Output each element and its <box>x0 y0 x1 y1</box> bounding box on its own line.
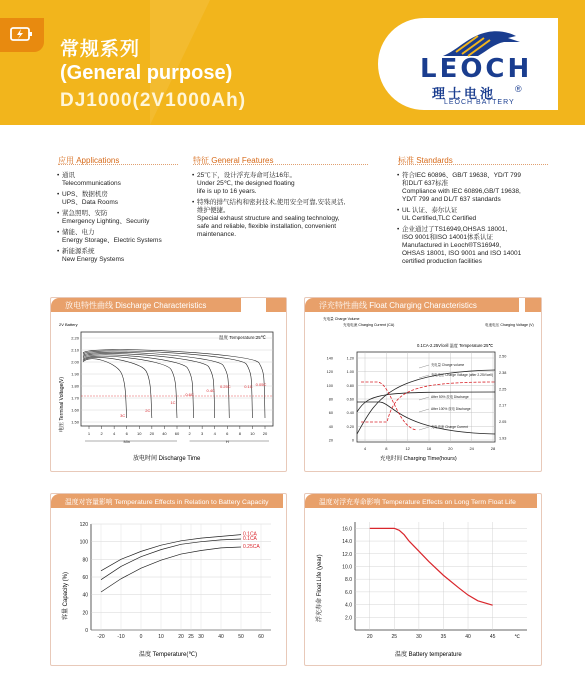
right-tick-label: 2.25 <box>499 387 507 392</box>
applications-list <box>58 172 183 267</box>
charge-current-curve <box>357 402 495 434</box>
applications-title: 应用 Applications <box>58 156 120 165</box>
right-tick-label: 2.17 <box>499 403 507 408</box>
right-tick-label: 2.50 <box>499 354 507 359</box>
features-list <box>193 172 373 242</box>
capacity-temperature-chart <box>51 510 286 666</box>
series-label: 0.25C <box>219 384 231 389</box>
x-tick-label: 6 <box>125 431 128 436</box>
annotation-label: After 100% 放电 Discharge <box>431 407 471 411</box>
y-tick-label: 2.10 <box>71 347 79 353</box>
x-tick-label: 60 <box>174 431 180 436</box>
x-tick-label: 12 <box>405 446 410 451</box>
y-tick-label: 1.50 <box>71 419 79 425</box>
x-tick-label: 20 <box>262 431 268 436</box>
list-item: • UPS、数据机房 UPS、Data Rooms <box>58 191 183 207</box>
chart-xlabel: 充电时间 Charging Time(hours) <box>380 456 457 462</box>
series-label: 0.1C <box>244 384 253 389</box>
chart-xlabel: 温度 Temperature(℃) <box>139 652 198 658</box>
standards-title: 标准 Standards <box>398 156 453 165</box>
left2-tick-label: 0.60 <box>346 397 354 402</box>
float-life-panel <box>304 493 542 666</box>
y-tick-label: 6.0 <box>345 589 352 596</box>
applications-divider <box>58 164 178 165</box>
standards-list <box>398 172 558 269</box>
panel-header <box>305 298 519 312</box>
chart-right-axis-label: 电池电压 Charging Voltage (V) <box>485 323 534 327</box>
series-line-0.25CA <box>101 547 241 592</box>
logo-subtitle: LEOCH BATTERY <box>444 99 515 106</box>
x-tick-label: -20 <box>97 634 105 640</box>
chart-temperature-label: 温度 Temperature:25℃ <box>219 335 266 340</box>
discharge-chart <box>51 314 286 472</box>
x-tick-label: 20 <box>149 431 155 436</box>
annotation-label: 充电电压 Charge Voltage (after 2.25V/cell) <box>431 373 493 377</box>
chart-ylabel: 浮充寿命 Float Life (year) <box>317 554 323 622</box>
series-label: 2C <box>145 408 151 413</box>
y-tick-label: 2.20 <box>71 335 79 341</box>
left2-tick-label: 1.20 <box>346 356 354 361</box>
chart-xlabel: 温度 Battery temperature <box>395 652 462 658</box>
series-line-1C <box>83 356 177 418</box>
annotation-leader <box>419 375 429 378</box>
x-unit-label: H <box>225 439 229 444</box>
x-unit-label: Min <box>123 439 130 444</box>
model-name: DJ1000(2V1000Ah) <box>60 90 247 111</box>
panel-header <box>51 298 241 312</box>
x-tick-label: 20 <box>366 634 373 640</box>
x-tick-label: 2 <box>100 431 103 436</box>
series-label: 0.05C <box>255 382 267 387</box>
series-line-0.6C <box>83 355 194 418</box>
list-item: • 特殊的排气结构和密封技术,使用安全可靠,安装灵活, 维护便捷。 Special exhaust structure and sealing technology, safe and reliable, flexible installation, convenient maintenance. <box>193 199 373 239</box>
float-charging-panel <box>304 297 542 472</box>
series-line-2C <box>83 357 152 418</box>
x-tick-label: 1 <box>87 431 91 436</box>
x-tick-label: 0 <box>139 634 143 640</box>
list-item: • 企业通过了TS16949,OHSAS 18001, ISO 9001和ISO 14001体系认证 Manufactured in Leoch®TS16949, OHSAS 18001, ISO 9001 and ISO 14001 certified production facilities <box>398 226 558 266</box>
y-tick-label: 60 <box>82 575 88 581</box>
series-label: 0.1CA <box>243 536 257 543</box>
chart-condition-label: 0.1CA-2.25V/cell 温度 Temperature:25℃ <box>417 343 494 348</box>
left-tick-label: 100 <box>326 383 333 388</box>
list-item: • 储能、电力 Energy Storage、Electric Systems <box>58 229 183 245</box>
plot-frame <box>357 352 495 442</box>
x-tick-label: 16 <box>426 446 432 451</box>
chart-left-axis-label: 充电量 Charge Volume <box>323 317 360 321</box>
y-tick-label: 100 <box>79 539 88 546</box>
panel-title: 放电特性曲线 Discharge Characteristics <box>65 301 207 310</box>
y-tick-label: 120 <box>79 522 88 528</box>
float-life-chart <box>305 510 541 666</box>
left2-tick-label: 0 <box>351 438 354 443</box>
x-tick-label: 40 <box>162 431 167 436</box>
y-tick-label: 0 <box>85 628 88 634</box>
chart-xlabel: 放电时间 Discharge Time <box>133 456 201 462</box>
capacity-temperature-panel <box>50 493 287 666</box>
x-tick-label: 45 <box>489 634 496 640</box>
x-tick-label: 10 <box>250 431 255 436</box>
chart-ylabel: 容量 Capacity (%) <box>63 571 69 620</box>
y-tick-label: 20 <box>82 610 88 617</box>
registered-mark: ® <box>515 84 522 94</box>
y-tick-label: 1.70 <box>71 395 79 401</box>
x-tick-label: 24 <box>469 446 474 451</box>
panel-header <box>305 494 537 508</box>
y-tick-label: 80 <box>82 557 88 564</box>
x-tick-label: 20 <box>448 446 453 451</box>
chart-ylabel: 电压 Terminal Voltage(V) <box>59 376 65 432</box>
left-tick-label: 80 <box>328 397 333 402</box>
annotation-label: After 50% 放电 Discharge <box>431 395 469 399</box>
left-tick-label: 60 <box>328 411 333 416</box>
panel-title: 温度对浮充寿命影响 Temperature Effects on Long Term Float Life <box>319 499 516 506</box>
list-item: • 通讯 Telecommunications <box>58 172 183 188</box>
left-tick-label: 40 <box>328 424 333 429</box>
x-tick-label: 3 <box>201 431 204 436</box>
logo-chinese: 理士电池 <box>432 86 497 101</box>
logo-wordmark: LEOCH <box>420 54 533 84</box>
series-label: 0.4C <box>206 388 215 393</box>
x-tick-label: 8 <box>238 431 241 436</box>
battery-bolt-icon <box>10 24 34 44</box>
y-tick-label: 1.80 <box>71 383 79 389</box>
panel-header-tail <box>266 298 286 312</box>
list-item: • UL 认证、泰尔认证 UL Certified,TLC Certified <box>398 207 558 223</box>
x-tick-label: 6 <box>226 431 229 436</box>
annotation-label: 充电量 Charge volume <box>431 363 465 367</box>
list-item: • 25℃下，设计浮充寿命可达16年。 Under 25℃, the designed floating life is up to 16 years. <box>193 172 373 196</box>
x-tick-label: -10 <box>117 634 125 640</box>
y-tick-label: 2.00 <box>71 359 79 365</box>
x-tick-label: 2 <box>188 431 191 436</box>
standards-divider <box>398 164 548 165</box>
series-label: 3C <box>120 413 126 418</box>
y-tick-label: 8.0 <box>345 577 352 584</box>
y-tick-label: 4.0 <box>345 602 352 609</box>
chart-left2-axis-label: 充电电流 Charging Current (CA) <box>343 323 395 327</box>
x-tick-label: 25 <box>188 634 194 640</box>
right-tick-label: 2.05 <box>499 420 507 425</box>
annotation-leader <box>419 365 429 368</box>
list-item: • 符合IEC 60896、GB/T 19638、YD/T 799 和DL/T 637标准 Compliance with IEC 60896,GB/T 19638, YD/T 799 and DL/T 637 standards <box>398 172 558 204</box>
y-tick-label: 10.0 <box>342 564 352 571</box>
annotation-label: 充电电流 Charge Current <box>431 425 468 429</box>
y-tick-label: 12.0 <box>342 551 352 558</box>
series-line-3C <box>83 359 127 418</box>
x-tick-label: 30 <box>198 634 204 640</box>
y-tick-label: 14.0 <box>342 539 352 546</box>
right-tick-label: 2.38 <box>499 370 507 375</box>
x-tick-label: 4 <box>213 431 216 436</box>
x-tick-label: 40 <box>218 634 224 640</box>
right-tick-label: 1.93 <box>499 436 507 441</box>
annotation-leader <box>419 409 429 412</box>
y-tick-label: 16.0 <box>342 526 352 533</box>
features-divider <box>193 164 368 165</box>
panel-title: 浮充特性曲线 Float Charging Characteristics <box>319 301 477 310</box>
chart-y-top-label: 2V Battery <box>59 322 78 327</box>
page-title-en: (General purpose) <box>60 62 233 84</box>
header-banner <box>0 0 585 125</box>
series-line-0.05C <box>83 350 265 418</box>
x-tick-label: ℃ <box>514 634 520 640</box>
left2-tick-label: 0.80 <box>346 383 354 388</box>
annotation-leader <box>419 427 429 430</box>
left-tick-label: 140 <box>326 356 333 361</box>
y-tick-label: 1.60 <box>71 407 79 413</box>
left2-tick-label: 0.40 <box>346 411 354 416</box>
x-tick-label: 4 <box>113 431 116 436</box>
annotation-leader <box>419 397 429 400</box>
x-tick-label: 60 <box>258 634 264 640</box>
left2-tick-label: 1.00 <box>346 370 354 375</box>
x-tick-label: 4 <box>363 446 367 451</box>
x-tick-label: 28 <box>490 446 496 451</box>
series-label: 0.6C <box>185 392 194 397</box>
left-tick-label: 20 <box>328 438 333 443</box>
x-tick-label: 10 <box>158 634 164 640</box>
series-label: 0.25CA <box>243 543 260 550</box>
page-title-zh: 常规系列 <box>60 39 141 60</box>
x-tick-label: 8 <box>385 446 388 451</box>
list-item: • 紧急照明、安防 Emergency Lighting、Security <box>58 210 183 226</box>
x-tick-label: 35 <box>440 634 447 640</box>
x-tick-label: 50 <box>238 634 244 640</box>
series-label: 1C <box>170 400 176 405</box>
panel-header-tail <box>525 298 541 312</box>
discharge-panel <box>50 297 287 472</box>
y-tick-label: 2.0 <box>345 615 352 622</box>
y-tick-label: 1.90 <box>71 371 79 377</box>
panel-header <box>51 494 283 508</box>
list-item: • 新能源系统 New Energy Systems <box>58 248 183 264</box>
x-tick-label: 10 <box>137 431 142 436</box>
x-tick-label: 20 <box>178 634 184 640</box>
float-life-line <box>370 528 493 605</box>
y-tick-label: 40 <box>82 592 88 599</box>
features-title: 特征 General Features <box>193 156 274 165</box>
left-tick-label: 120 <box>326 370 333 375</box>
float-charging-chart <box>305 314 541 472</box>
x-tick-label: 30 <box>416 634 422 640</box>
x-tick-label: 25 <box>391 634 398 640</box>
panel-title: 温度对容量影响 Temperature Effects in Relation to Battery Capacity <box>65 499 269 506</box>
series-label: 0.1CA <box>243 531 257 538</box>
header-tab <box>0 18 44 52</box>
x-tick-label: 40 <box>465 634 471 640</box>
left2-tick-label: 0.20 <box>346 424 354 429</box>
